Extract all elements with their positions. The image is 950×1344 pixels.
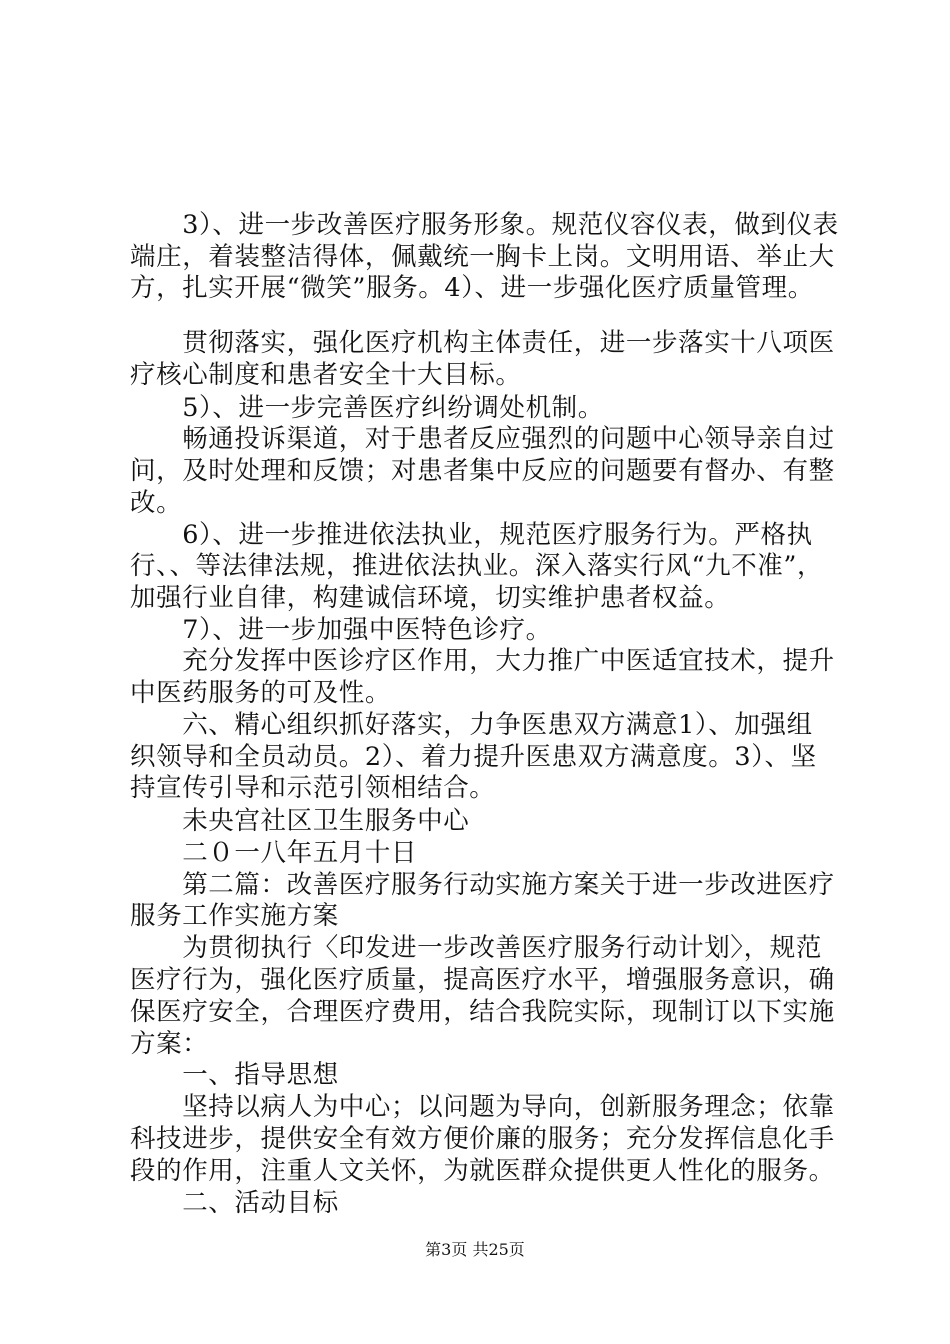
text-line: 第二篇：改善医疗服务行动实施方案关于进一步改进医疗 (130, 870, 835, 900)
page-footer: 第3页 共25页 (425, 1240, 525, 1259)
text-line: 二０一八年五月十日 (130, 838, 418, 868)
text-line: 端庄，着装整洁得体，佩戴统一胸卡上岗。文明用语、举止大 (130, 242, 835, 272)
text-line: 方案： (130, 1029, 209, 1059)
text-line: 方，扎实开展“微笑”服务。4）、进一步强化医疗质量管理。 (130, 273, 814, 303)
text-line: 中医药服务的可及性。 (130, 678, 392, 708)
text-line: 未央宫社区卫生服务中心 (130, 806, 470, 836)
text-line: 问，及时处理和反馈；对患者集中反应的问题要有督办、有整 (130, 456, 835, 486)
text-line: 科技进步，提供安全有效方便价廉的服务；充分发挥信息化手 (130, 1124, 835, 1154)
text-line: 贯彻落实，强化医疗机构主体责任，进一步落实十八项医 (130, 328, 835, 358)
text-line: 7）、进一步加强中医特色诊疗。 (130, 615, 552, 645)
text-line: 坚持以病人为中心；以问题为导向，创新服务理念；依靠 (130, 1092, 835, 1122)
text-line: 保医疗安全，合理医疗费用，结合我院实际，现制订以下实施 (130, 997, 835, 1027)
text-line: 段的作用，注重人文关怀，为就医群众提供更人性化的服务。 (130, 1156, 835, 1186)
text-line: 一、指导思想 (130, 1060, 339, 1090)
text-line: 3）、进一步改善医疗服务形象。规范仪容仪表，做到仪表 (130, 210, 839, 240)
text-line: 行、、等法律法规，推进依法执业。深入落实行风“九不准”， (130, 551, 824, 581)
text-line: 为贯彻执行〈印发进一步改善医疗服务行动计划〉，规范 (130, 933, 822, 963)
text-line: 加强行业自律，构建诚信环境，切实维护患者权益。 (130, 583, 731, 613)
text-line: 六、精心组织抓好落实，力争医患双方满意1）、加强组 (130, 710, 813, 740)
text-line: 6）、进一步推进依法执业，规范医疗服务行为。严格执 (130, 520, 813, 550)
text-line: 畅通投诉渠道，对于患者反应强烈的问题中心领导亲自过 (130, 424, 835, 454)
text-line: 二、活动目标 (130, 1188, 339, 1218)
text-line: 5）、进一步完善医疗纠纷调处机制。 (130, 393, 604, 423)
text-line: 持宣传引导和示范引领相结合。 (130, 773, 496, 803)
text-line: 充分发挥中医诊疗区作用，大力推广中医适宜技术，提升 (130, 646, 835, 676)
text-line: 改。 (130, 488, 183, 518)
text-line: 服务工作实施方案 (130, 901, 339, 931)
text-line: 织领导和全员动员。2）、着力提升医患双方满意度。3）、坚 (130, 742, 817, 772)
text-line: 疗核心制度和患者安全十大目标。 (130, 360, 522, 390)
text-line: 医疗行为，强化医疗质量，提高医疗水平，增强服务意识，确 (130, 965, 835, 995)
